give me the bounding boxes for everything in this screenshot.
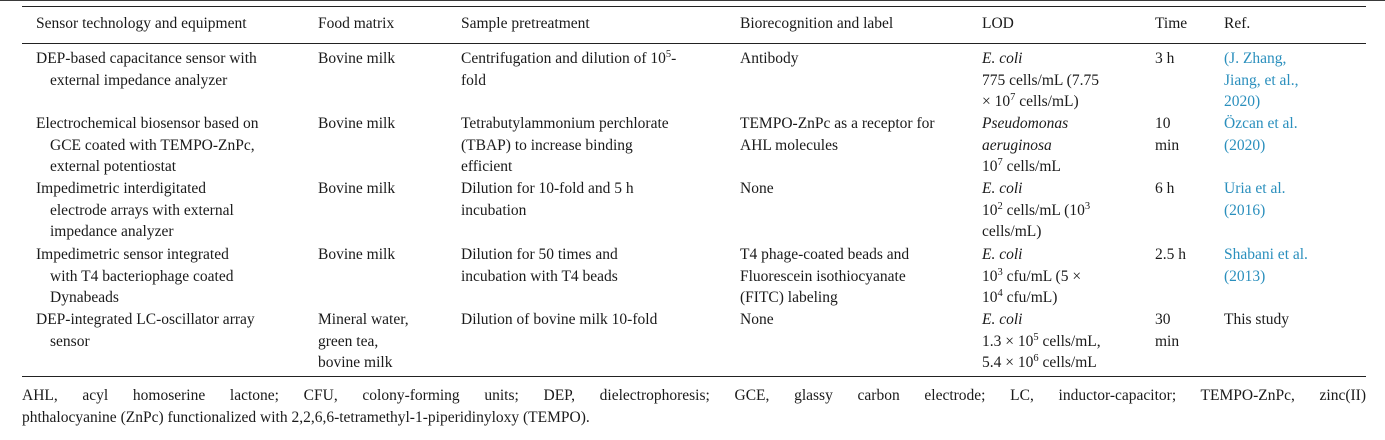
cell-biorecognition: T4 phage-coated beads and Fluorescein isothiocyanate (FITC) labeling <box>740 246 910 306</box>
cell-ref-link[interactable]: Uria et al. (2016) <box>1224 180 1286 219</box>
cell-time: 3 h <box>1155 50 1175 67</box>
header-sample-pretreatment: Sample pretreatment <box>461 15 590 32</box>
cell-time: 6 h <box>1155 180 1175 197</box>
cell-pretreatment: Dilution for 10-fold and 5 h incubation <box>461 180 634 219</box>
cell-sensor: DEP-integrated LC-oscillator array sensor <box>36 311 255 350</box>
footnote-line: phthalocyanine (ZnPc) functionalized with 2,2,6,6-tetramethyl-1-piperidinyloxy (TEMPO). <box>22 409 590 426</box>
cell-matrix: Bovine milk <box>318 180 396 197</box>
cell-pretreatment: Tetrabutylammonium perchlorate (TBAP) to increase binding efficient <box>461 115 669 175</box>
cell-time: 2.5 h <box>1155 246 1186 263</box>
cell-biorecognition: TEMPO-ZnPc as a receptor for AHL molecules <box>740 115 935 154</box>
footnote-line: AHL, acyl homoserine lactone; CFU, colony-forming units; DEP, dielectrophoresis; GCE, glassy carbon electrode; LC, inductor-capacitor; TEMPO-ZnPc, zinc(II) <box>22 387 1366 404</box>
cropped-caption-edge <box>0 0 1385 4</box>
cell-ref: This study <box>1224 311 1290 328</box>
table-top-rule <box>22 6 1366 7</box>
table-footnote <box>22 385 1366 429</box>
cell-time: 10 min <box>1155 115 1180 154</box>
header-food-matrix: Food matrix <box>318 15 395 32</box>
header-biorecognition: Biorecognition and label <box>740 15 894 32</box>
table-bottom-rule <box>22 376 1366 377</box>
cell-ref-link[interactable]: Shabani et al. (2013) <box>1224 246 1308 285</box>
cell-lod: E. coli $1.3 \times 10^5$ cells/mL, $5.4 \times 10^6$ cells/mL <box>982 311 1101 371</box>
cell-sensor: DEP-based capacitance sensor with external impedance analyzer <box>36 50 257 89</box>
cell-pretreatment: Centrifugation and dilution of $10^5-$ fold <box>461 49 677 89</box>
cell-pretreatment: Dilution of bovine milk 10-fold <box>461 311 658 328</box>
cell-sensor: Impedimetric interdigitated electrode arrays with external impedance analyzer <box>36 180 234 240</box>
cell-lod: E. coli $10^2$ cells/mL ($10^3$ cells/mL) <box>982 180 1091 240</box>
cell-matrix: Bovine milk <box>318 115 396 132</box>
cell-ref-link[interactable]: (J. Zhang, Jiang, et al., 2020) <box>1224 50 1299 110</box>
header-lod: LOD <box>982 15 1014 32</box>
cell-sensor: Impedimetric sensor integrated with T4 bacteriophage coated Dynabeads <box>36 246 234 306</box>
header-sensor: Sensor technology and equipment <box>36 15 247 32</box>
cell-biorecognition: None <box>740 311 774 328</box>
cell-biorecognition: None <box>740 180 774 197</box>
cell-lod: Pseudomonas aeruginosa $10^7$ cells/mL <box>982 115 1069 175</box>
cell-sensor: Electrochemical biosensor based on GCE coated with TEMPO-ZnPc, external potentiostat <box>36 115 259 175</box>
header-time: Time <box>1155 15 1188 32</box>
cell-matrix: Mineral water, green tea, bovine milk <box>318 311 409 371</box>
cell-ref-link[interactable]: Özcan et al. (2020) <box>1224 115 1298 154</box>
cell-lod: E. coli 775 cells/mL (7.75 × $10^7$ cells/mL) <box>982 50 1099 110</box>
table-header-rule <box>22 43 1366 44</box>
cell-biorecognition: Antibody <box>740 50 799 67</box>
cell-time: 30 min <box>1155 311 1180 350</box>
cell-pretreatment: Dilution for 50 times and incubation with T4 beads <box>461 246 618 285</box>
header-ref: Ref. <box>1224 15 1251 32</box>
cell-matrix: Bovine milk <box>318 246 396 263</box>
cell-lod: E. coli $10^3$ cfu/mL (5 × $10^4$ cfu/mL) <box>982 246 1082 306</box>
cell-matrix: Bovine milk <box>318 50 396 67</box>
